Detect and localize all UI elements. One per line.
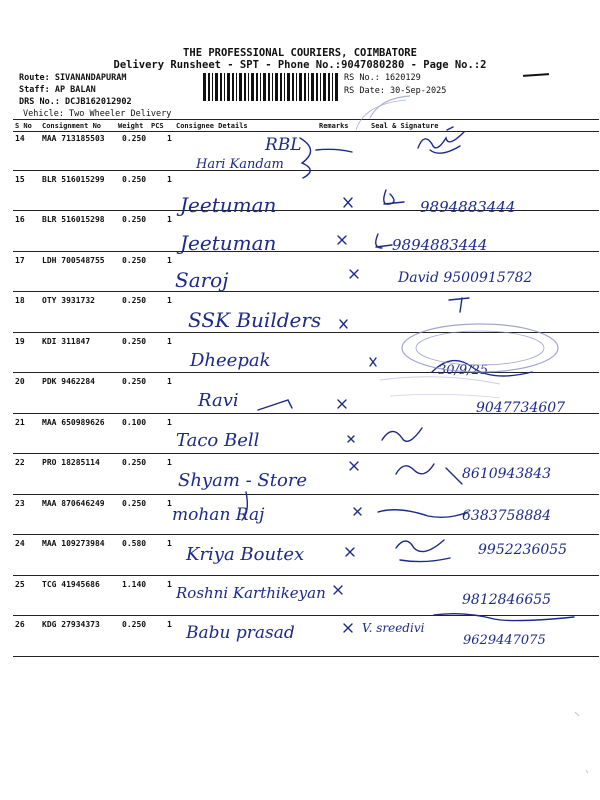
row-consignment-no: MAA 870646249 [42, 498, 105, 508]
faint-stamp [380, 377, 500, 398]
handwritten-name: Roshni Karthikeyan [176, 584, 326, 602]
row-sno: 24 [15, 539, 25, 548]
row-sno: 23 [15, 498, 25, 508]
handwritten-phone: 9894883444 [420, 198, 516, 216]
handwritten-signature: David 9500915782 [398, 270, 533, 286]
row-consignment-no: TCG 41945686 [42, 579, 100, 589]
row-weight: 1.140 [122, 579, 147, 589]
row-consignment-no: KDI 311847 [42, 336, 91, 346]
route-label: Route: SIVANANDAPURAM [19, 73, 127, 83]
col-seal-header: Seal & Signature [371, 122, 439, 130]
row-pcs: 1 [167, 255, 172, 265]
row-consignment-no: OTY 3931732 [42, 296, 95, 305]
row-sno: 19 [15, 336, 25, 346]
row-consignment-no: LDH 700548755 [42, 255, 105, 265]
row-weight: 0.250 [122, 134, 147, 143]
handwritten-phone: 9952236055 [478, 542, 568, 558]
col-consignment-header: Consignment No [42, 122, 102, 130]
row-pcs: 1 [167, 134, 172, 143]
handwritten-name: Jeetuman [180, 193, 277, 217]
row-weight: 0.250 [122, 498, 147, 508]
col-consignee-header: Consignee Details [176, 122, 248, 130]
handwritten-name: Kriya Boutex [186, 544, 305, 565]
handwritten-name: RBL [265, 135, 302, 155]
row-weight: 0.250 [122, 174, 147, 184]
company-stamp [402, 324, 558, 372]
row-weight: 0.250 [122, 336, 147, 346]
drs-number: DRS No.: DCJB162012902 [19, 97, 132, 107]
row-pcs: 1 [167, 417, 172, 427]
handwritten-phone: 9047734607 [476, 400, 566, 416]
row-pcs: 1 [167, 458, 172, 467]
row-sno: 26 [15, 620, 25, 629]
row-pcs: 1 [167, 620, 172, 629]
handwritten-name: SSK Builders [188, 308, 322, 332]
handwritten-name: Babu prasad [186, 623, 295, 643]
staff-label: Staff: AP BALAN [19, 85, 96, 95]
row-consignment-no: BLR 516015298 [42, 215, 105, 224]
row-sno: 14 [15, 134, 25, 143]
handwritten-name: Jeetuman [180, 231, 277, 255]
row-sno: 21 [15, 417, 25, 427]
row-consignment-no: MAA 713185503 [42, 134, 105, 143]
row-pcs: 1 [167, 174, 172, 184]
col-remarks-header: Remarks [319, 122, 349, 130]
handwritten-signature: V. sreedivi [362, 621, 425, 635]
document-title: THE PROFESSIONAL COURIERS, COIMBATORE [183, 47, 417, 59]
rs-date: RS Date: 30-Sep-2025 [344, 86, 447, 96]
handwritten-name: Dheepak [190, 350, 271, 371]
row-pcs: 1 [167, 498, 172, 508]
handwritten-phone: 9894883444 [392, 236, 488, 254]
row-consignment-no: PRO 18285114 [42, 458, 100, 467]
row-sno: 17 [15, 255, 25, 265]
row-sno: 25 [15, 579, 25, 589]
row-weight: 0.100 [122, 417, 147, 427]
row-consignment-no: PDK 9462284 [42, 377, 95, 386]
row-sno: 15 [15, 174, 25, 184]
vehicle-label: Vehicle: Two Wheeler Delivery [23, 109, 172, 119]
row-weight: 0.250 [122, 377, 147, 386]
row-weight: 0.580 [122, 539, 147, 548]
handwritten-phone: 9812846655 [462, 592, 552, 608]
row-pcs: 1 [167, 336, 172, 346]
col-pcs-header: PCS [151, 122, 164, 130]
row-sno: 16 [15, 215, 25, 224]
smudge-marks [575, 712, 588, 773]
row-weight: 0.250 [122, 620, 147, 629]
handwritten-name: mohan Raj [172, 505, 265, 525]
handwritten-name: Taco Bell [176, 430, 260, 451]
row-sno: 22 [15, 458, 25, 467]
row-weight: 0.250 [122, 215, 147, 224]
row-pcs: 1 [167, 579, 172, 589]
row-pcs: 1 [167, 215, 172, 224]
row-sno: 20 [15, 377, 25, 386]
handwritten-date: 30/9/25 [438, 363, 489, 378]
row-sno: 18 [15, 296, 25, 305]
col-sno-header: S No [15, 122, 32, 130]
bank-stamp [356, 96, 410, 130]
row-weight: 0.250 [122, 255, 147, 265]
row-weight: 0.250 [122, 458, 147, 467]
row-pcs: 1 [167, 539, 172, 548]
row-pcs: 1 [167, 377, 172, 386]
handwritten-name: Ravi [198, 390, 239, 411]
row-consignment-no: BLR 516015299 [42, 174, 105, 184]
row-consignment-no: KDG 27934373 [42, 620, 100, 629]
handwritten-phone: 8610943843 [462, 466, 552, 482]
rs-number: RS No.: 1620129 [344, 73, 421, 83]
handwritten-phone: 6383758884 [462, 508, 552, 524]
handwritten-phone: 9629447075 [463, 633, 546, 648]
row-consignment-no: MAA 650989626 [42, 417, 105, 427]
handwritten-name: Shyam - Store [178, 470, 308, 491]
col-weight-header: Weight [118, 122, 144, 130]
row-weight: 0.250 [122, 296, 147, 305]
row-consignment-no: MAA 109273984 [42, 539, 105, 548]
handwritten-name: Saroj [175, 268, 229, 292]
handwritten-name: Hari Kandam [196, 157, 284, 172]
document-subtitle: Delivery Runsheet - SPT - Phone No.:9047080280 - Page No.:2 [113, 59, 487, 71]
row-pcs: 1 [167, 296, 172, 305]
